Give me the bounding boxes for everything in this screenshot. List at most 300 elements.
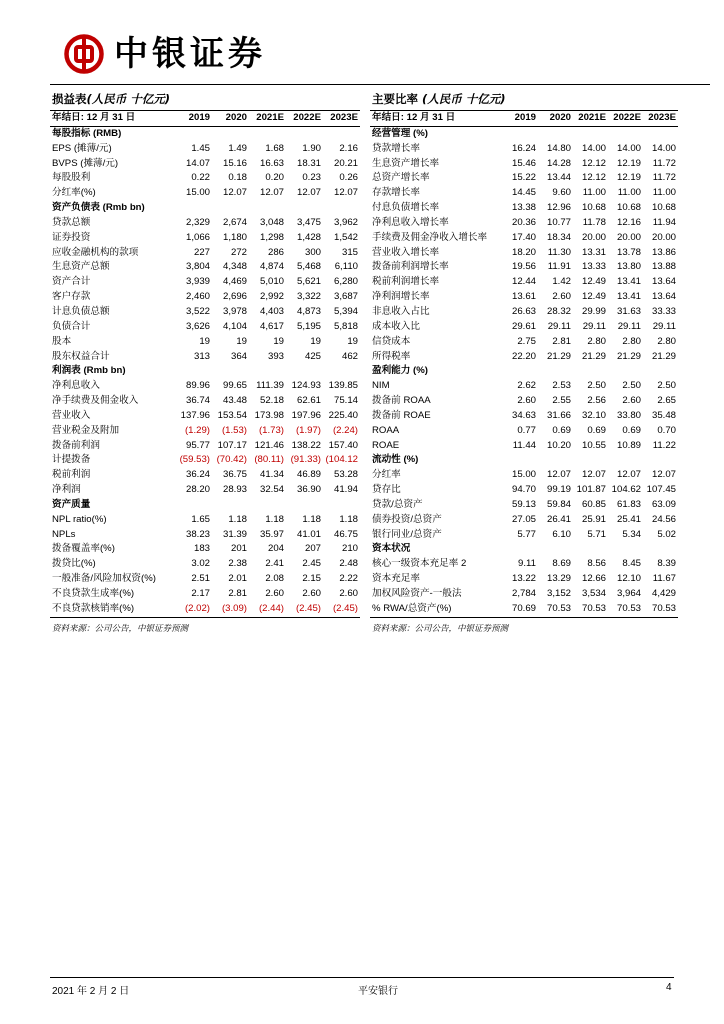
row-value: 2.80: [657, 335, 676, 347]
row-value: 5.77: [517, 528, 536, 540]
row-label: 总资产增长率: [372, 172, 430, 184]
row-value: 107.45: [646, 484, 676, 496]
table-row: [370, 557, 678, 572]
header-year: 2022E: [286, 111, 323, 127]
table-row: [370, 201, 678, 216]
row-value: 29.11: [652, 320, 676, 332]
footer-rule: [50, 977, 674, 978]
row-value: 13.86: [651, 246, 676, 258]
row-value: 2,696: [222, 291, 247, 303]
row-value: 1,428: [296, 231, 321, 243]
row-value: 425: [304, 350, 321, 362]
table-row: [50, 290, 360, 305]
row-value: 6,280: [333, 276, 358, 288]
row-value: 10.68: [616, 202, 641, 214]
row-value: 11.94: [652, 216, 676, 228]
row-value: 1.68: [265, 142, 284, 154]
row-value: 2.38: [228, 558, 247, 570]
table-row: [50, 483, 360, 498]
row-value: 4,429: [651, 588, 676, 599]
section-title: 资产质量: [52, 498, 91, 510]
row-label: 加权风险资产-一般法: [372, 588, 462, 599]
row-label: NPL ratio(%): [52, 513, 107, 525]
header-year: 2021E: [573, 111, 608, 127]
row-value: 28.20: [185, 484, 210, 496]
row-value: 1,180: [222, 231, 247, 243]
row-label: 不良贷款核销率(%): [50, 602, 175, 617]
table-row: [370, 394, 678, 409]
row-value: 5.34: [622, 528, 641, 540]
row-value: 1.65: [191, 513, 210, 525]
row-label: 税前利润: [52, 469, 91, 481]
section-header-row: [50, 201, 360, 216]
table-row: [370, 602, 678, 617]
row-value: 3,964: [616, 588, 641, 599]
row-value: 41.94: [333, 484, 358, 496]
table-row: [50, 350, 360, 365]
row-label: 贷款增长率: [372, 142, 420, 154]
row-value: 13.80: [616, 261, 641, 273]
row-value: 5.71: [587, 528, 606, 540]
table-row: [370, 350, 678, 365]
row-value: 111.39: [256, 380, 284, 392]
row-value: 11.91: [547, 261, 571, 273]
row-value: 121.46: [254, 439, 284, 451]
row-value: (80.11): [254, 454, 284, 466]
row-label: 分红率(%): [52, 187, 96, 199]
row-value: 70.53: [538, 602, 573, 617]
row-value: 138.22: [291, 439, 321, 451]
row-value: 13.41: [616, 291, 641, 303]
row-label: 计息负债总额: [52, 305, 110, 317]
row-value: 197.96: [291, 409, 321, 421]
row-value: 11.72: [652, 157, 676, 169]
row-value: 15.16: [222, 157, 247, 169]
table-row: [370, 142, 678, 157]
row-value: 1.18: [302, 513, 321, 525]
table-row: [50, 379, 360, 394]
section-header-row: [50, 498, 360, 513]
footer-company: 平安银行: [358, 986, 398, 997]
row-value: 2.60: [265, 588, 284, 599]
row-value: 21.29: [581, 350, 606, 362]
row-value: 2.01: [228, 573, 247, 585]
row-value: 11.30: [547, 246, 571, 258]
row-label: NIM: [372, 380, 390, 392]
row-value: 1.18: [339, 513, 358, 525]
row-value: 53.28: [333, 469, 358, 481]
row-value: 210: [341, 543, 358, 555]
row-value: 12.07: [333, 187, 358, 199]
row-value: 6,110: [334, 261, 358, 273]
row-value: 3,687: [333, 291, 358, 303]
row-value: (1.73): [258, 424, 284, 436]
row-value: 20.00: [581, 231, 606, 243]
table-row: [370, 587, 678, 602]
row-value: 8.45: [622, 558, 641, 570]
table-row: [370, 290, 678, 305]
row-value: 99.65: [222, 380, 247, 392]
table-row: [50, 246, 360, 261]
row-value: 12.19: [616, 172, 641, 184]
row-value: (1.29): [184, 424, 210, 436]
row-value: 29.99: [581, 305, 606, 317]
table-row: [50, 394, 360, 409]
row-value: 12.16: [616, 216, 641, 228]
table-row: [370, 305, 678, 320]
table-row: [50, 320, 360, 335]
row-value: 12.96: [546, 202, 571, 214]
row-value: 31.66: [546, 409, 571, 421]
header-year: 2023E: [643, 111, 678, 127]
header-year: 2021E: [249, 111, 286, 127]
table-row: [370, 231, 678, 246]
row-value: (2.45): [286, 602, 323, 617]
table-row: [370, 260, 678, 275]
row-value: 15.22: [511, 172, 536, 184]
row-value: 35.97: [259, 528, 284, 540]
row-value: 15.00: [511, 469, 536, 481]
row-value: 5,195: [296, 320, 321, 332]
section-title: 资本状况: [372, 543, 411, 555]
row-value: 3,626: [185, 320, 210, 332]
row-value: 24.56: [651, 513, 676, 525]
table-row: [370, 216, 678, 231]
row-label: 付息负债增长率: [372, 202, 440, 214]
row-value: 52.18: [259, 395, 284, 407]
table-row: [50, 186, 360, 201]
row-value: 3,152: [546, 588, 571, 599]
row-value: 20.00: [651, 231, 676, 243]
header-year: 2023E: [323, 111, 360, 127]
row-value: 89.96: [185, 380, 210, 392]
row-value: 14.00: [651, 142, 676, 154]
row-value: 14.00: [581, 142, 606, 154]
row-value: 43.48: [222, 395, 247, 407]
table-row: [50, 275, 360, 290]
row-value: 0.26: [339, 172, 358, 184]
row-label: ROAE: [372, 439, 400, 451]
row-value: 313: [193, 350, 210, 362]
row-value: 4,104: [222, 320, 247, 332]
row-label: 计提拨备: [52, 454, 91, 466]
row-value: (2.02): [175, 602, 212, 617]
table-row: [50, 453, 360, 468]
row-value: 35.48: [651, 409, 676, 421]
table-row: [50, 572, 360, 587]
row-value: 8.39: [657, 558, 676, 570]
row-label: 资本充足率: [372, 573, 420, 585]
row-value: 3,048: [259, 216, 284, 228]
row-label: 营业税金及附加: [52, 424, 120, 436]
row-value: 15.00: [185, 187, 210, 199]
row-value: 14.00: [616, 142, 641, 154]
row-value: 12.49: [581, 276, 606, 288]
row-value: 95.77: [185, 439, 210, 451]
row-label: 净利润: [52, 484, 81, 496]
table-row: [50, 587, 360, 602]
header-year: 2019: [503, 111, 538, 127]
row-value: 11.22: [652, 439, 676, 451]
row-value: 124.93: [291, 380, 321, 392]
row-value: 12.07: [651, 469, 676, 481]
row-value: 29.11: [547, 320, 571, 332]
row-label: 信贷成本: [372, 335, 411, 347]
row-value: 5,468: [296, 261, 321, 273]
table-row: [50, 513, 360, 528]
row-value: 25.91: [581, 513, 606, 525]
row-value: 286: [267, 246, 284, 258]
row-value: 10.68: [581, 202, 606, 214]
table-row: [370, 572, 678, 587]
row-value: 33.80: [616, 409, 641, 421]
row-value: 12.07: [581, 469, 606, 481]
row-value: 12.07: [616, 469, 641, 481]
row-value: 2.60: [622, 395, 641, 407]
row-value: 13.78: [616, 246, 641, 258]
section-title: 盈利能力 (%): [372, 365, 428, 377]
row-value: 60.85: [581, 498, 606, 510]
row-value: 2.50: [622, 380, 641, 392]
table-header-row: [370, 111, 678, 127]
row-value: 3,804: [185, 261, 210, 273]
table-row: [370, 498, 678, 513]
row-value: 157.40: [328, 439, 358, 451]
section-title: 经营管理 (%): [372, 127, 428, 139]
row-value: 14.80: [546, 142, 571, 154]
row-value: 13.29: [546, 573, 571, 585]
row-value: 36.90: [296, 484, 321, 496]
row-value: 11.00: [582, 187, 606, 199]
row-value: 12.49: [581, 291, 606, 303]
row-value: 2,460: [185, 291, 210, 303]
header-year: 2019: [175, 111, 212, 127]
row-value: 13.44: [546, 172, 571, 184]
row-label: 一般准备/风险加权资(%): [52, 573, 156, 585]
header-year: 2020: [538, 111, 573, 127]
row-label: BVPS (摊薄/元): [52, 157, 119, 169]
table-row: [370, 424, 678, 439]
row-value: 315: [341, 246, 358, 258]
row-value: 13.31: [581, 246, 606, 258]
row-value: 4,617: [259, 320, 284, 332]
row-value: 29.11: [582, 320, 606, 332]
row-value: 137.96: [180, 409, 210, 421]
row-value: 11.67: [652, 573, 676, 585]
row-value: 139.85: [328, 380, 358, 392]
row-value: 11.00: [617, 187, 641, 199]
section-header-row: [50, 126, 360, 141]
table-row: [50, 528, 360, 543]
row-value: 0.20: [265, 172, 284, 184]
row-value: 62.61: [296, 395, 321, 407]
key-ratios-title: 主要比率 (人民币 十亿元): [372, 92, 506, 106]
row-value: 34.63: [511, 409, 536, 421]
row-value: 1,066: [185, 231, 210, 243]
row-value: 104.62: [611, 484, 641, 496]
row-value: 11.72: [652, 172, 676, 184]
row-value: 11.00: [652, 187, 676, 199]
key-ratios-panel: [370, 88, 678, 634]
brand-name: 中银证券: [114, 34, 266, 74]
row-value: 2.08: [265, 573, 284, 585]
row-value: 201: [230, 543, 247, 555]
row-value: 12.07: [546, 469, 571, 481]
row-label: 净手续费及佣金收入: [52, 395, 139, 407]
row-value: 0.69: [587, 424, 606, 436]
row-label: 成本收入比: [372, 320, 420, 332]
row-value: 2,992: [259, 291, 284, 303]
row-value: 28.93: [222, 484, 247, 496]
row-value: 20.36: [511, 216, 536, 228]
row-value: 19: [199, 335, 210, 347]
row-value: 2.60: [339, 588, 358, 599]
row-value: 21.29: [546, 350, 571, 362]
table-row: [50, 142, 360, 157]
row-value: 20.00: [616, 231, 641, 243]
row-value: 32.54: [259, 484, 284, 496]
row-label: 营业收入: [52, 409, 91, 421]
row-value: 3,962: [333, 216, 358, 228]
row-value: 12.12: [581, 157, 606, 169]
row-value: 12.07: [296, 187, 321, 199]
row-value: 70.69: [503, 602, 538, 617]
section-header-row: [370, 126, 678, 141]
row-value: 0.18: [228, 172, 247, 184]
row-value: 1,298: [259, 231, 284, 243]
row-value: 70.53: [608, 602, 643, 617]
row-value: 8.69: [552, 558, 571, 570]
row-label: 生息资产总额: [52, 261, 110, 273]
row-value: 2.80: [587, 335, 606, 347]
row-label: 分红率: [372, 469, 401, 481]
row-value: 31.39: [222, 528, 247, 540]
table-row: [50, 424, 360, 439]
table-row: [370, 275, 678, 290]
row-value: 2.55: [552, 395, 571, 407]
table-row: [370, 186, 678, 201]
row-value: 15.46: [511, 157, 536, 169]
row-value: (59.53): [179, 454, 210, 466]
row-value: 19: [273, 335, 284, 347]
row-value: 59.13: [511, 498, 536, 510]
section-header-row: [370, 364, 678, 379]
row-value: 19.56: [511, 261, 536, 273]
row-value: 1.49: [228, 142, 247, 154]
row-value: (91.33): [290, 454, 321, 466]
table-row: [370, 335, 678, 350]
row-value: 1.45: [191, 142, 210, 154]
row-value: 3,978: [222, 305, 247, 317]
row-label: 存款增长率: [372, 187, 420, 199]
row-value: 14.45: [511, 187, 536, 199]
row-value: 1.90: [302, 142, 321, 154]
row-label: 应收金融机构的款项: [52, 246, 139, 258]
row-value: 6.10: [552, 528, 571, 540]
table-row: [50, 231, 360, 246]
row-value: 20.21: [333, 157, 358, 169]
row-value: 101.87: [576, 484, 606, 496]
row-label: 非息收入占比: [372, 305, 430, 317]
row-label: 资产合计: [52, 276, 91, 288]
row-value: (3.09): [212, 602, 249, 617]
row-value: 0.22: [191, 172, 210, 184]
table-row: [50, 557, 360, 572]
table-row: [50, 305, 360, 320]
row-value: 36.75: [222, 469, 247, 481]
row-value: 4,469: [222, 276, 247, 288]
row-value: 0.77: [517, 424, 536, 436]
row-label: 拨备前 ROAA: [372, 395, 431, 407]
row-value: (104.12: [325, 454, 358, 466]
table-row: [370, 468, 678, 483]
row-value: 17.40: [511, 231, 536, 243]
row-label: 每股股利: [52, 172, 91, 184]
row-value: 59.84: [546, 498, 571, 510]
row-label: 负债合计: [52, 320, 91, 332]
row-value: 26.63: [511, 305, 536, 317]
row-value: 25.41: [616, 513, 641, 525]
row-value: 9.11: [518, 558, 536, 570]
row-value: 29.61: [511, 320, 536, 332]
header-year: 2020: [212, 111, 249, 127]
row-value: 5,010: [259, 276, 284, 288]
table-row: [370, 528, 678, 543]
table-row: [50, 171, 360, 186]
row-value: 2.81: [552, 335, 571, 347]
header-label: 年结日: 12 月 31 日: [50, 111, 175, 127]
header-year: 2022E: [608, 111, 643, 127]
row-label: 股东权益合计: [52, 350, 110, 362]
key-ratios-table: [370, 110, 678, 618]
row-value: 4,403: [259, 305, 284, 317]
row-label: 净利润增长率: [372, 291, 430, 303]
row-label: 所得税率: [372, 350, 411, 362]
row-value: 12.10: [616, 573, 641, 585]
row-label: 不良贷款生成率(%): [52, 588, 135, 599]
row-value: 2.81: [228, 588, 247, 599]
row-value: 2.22: [339, 573, 358, 585]
row-label: 净利息收入增长率: [372, 216, 449, 228]
row-value: 4,873: [296, 305, 321, 317]
row-value: (70.42): [216, 454, 247, 466]
row-value: 26.41: [546, 513, 571, 525]
row-value: 3,939: [185, 276, 210, 288]
row-label: 债券投资/总资产: [372, 513, 442, 525]
row-value: 2.50: [587, 380, 606, 392]
row-value: 46.75: [333, 528, 358, 540]
table-row: [50, 260, 360, 275]
row-value: 12.44: [511, 276, 536, 288]
row-value: (1.97): [295, 424, 321, 436]
row-value: 19: [347, 335, 358, 347]
row-value: 61.83: [616, 498, 641, 510]
table-row: [50, 542, 360, 557]
income-statement-title: 损益表(人民币 十亿元): [52, 92, 171, 106]
row-value: 33.33: [651, 305, 676, 317]
row-value: 2.15: [302, 573, 321, 585]
table-row: [50, 335, 360, 350]
row-label: 手续费及佣金净收入增长率: [372, 231, 488, 243]
row-value: 2.50: [657, 380, 676, 392]
row-label: 核心一级资本充足率 2: [372, 558, 467, 570]
row-value: 13.41: [616, 276, 641, 288]
row-value: 18.20: [511, 246, 536, 258]
row-value: 2.17: [191, 588, 210, 599]
row-value: (2.24): [332, 424, 358, 436]
row-value: 1.42: [552, 276, 571, 288]
row-value: 13.64: [651, 276, 676, 288]
